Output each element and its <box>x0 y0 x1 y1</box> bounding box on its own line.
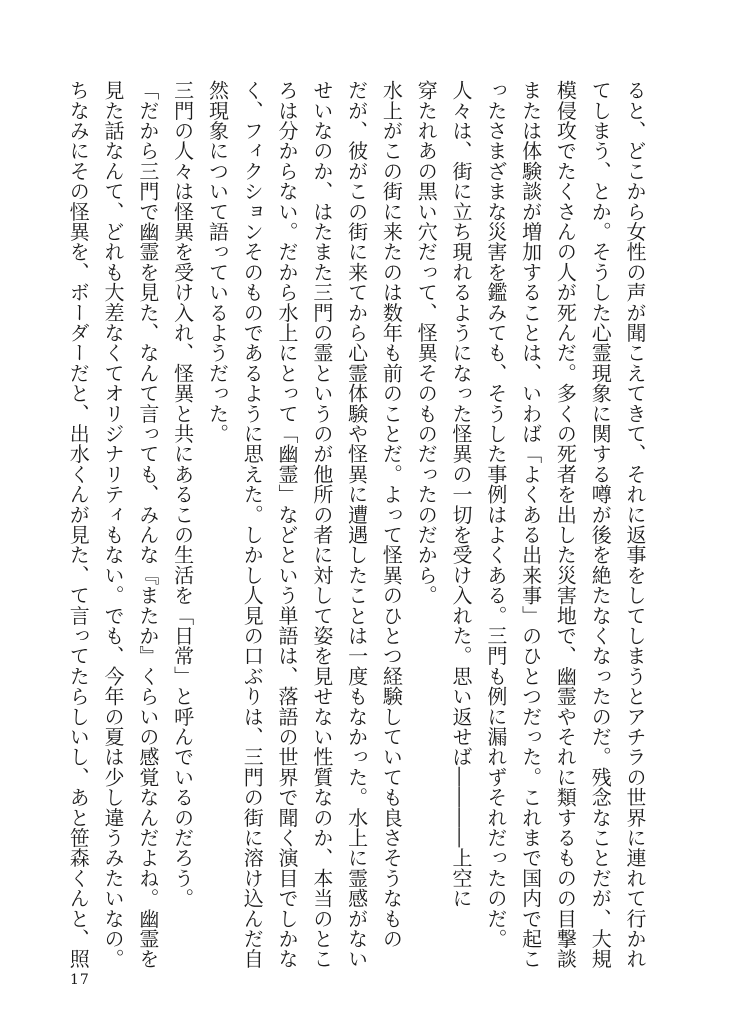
text-line-2: てしまう、とか。そうした心霊現象に関する噂が後を絶たなくなったのだ。残念なことだが、大規 <box>588 80 613 969</box>
text-line-1: ると、どこから女性の声が聞こえてきて、それに返事をしてしまうとアチラの世界に連れて行かれ <box>623 80 647 969</box>
text-line-4: または体験談が増加することは、いわば「よくある出来事」のひとつだった。これまで国内で起こ <box>518 80 543 969</box>
vertical-text-body <box>66 80 652 969</box>
text-line-15: 「だから三門で幽霊を見た、なんて言っても、みんな『またか』くらいの感覚なんだよね。幽霊を <box>135 80 160 969</box>
text-line-8: 水上がこの街に来たのは数年も前のことだ。よって怪異のひとつ経験していても良さそうなもの <box>379 80 404 949</box>
text-line-12: く、フィクションそのものであるように思えた。しかし人見の口ぶりは、三門の街に溶け込んだ自 <box>240 80 265 969</box>
text-line-9: だが、彼がこの街に来てから心霊体験や怪異に遭遇したことは一度もなかった。水上に霊感がない <box>344 80 369 969</box>
text-line-16: 見た話なんて、どれも大差なくてオリジナリティもない。でも、今年の夏は少し違うみたいなの。 <box>101 80 126 969</box>
text-line-11: ろは分からない。だから水上にとって「幽霊」などという単語は、落語の世界で聞く演目でしかな <box>275 80 300 969</box>
text-line-13: 然現象について語っているようだった。 <box>205 80 230 444</box>
text-line-3: 模侵攻でたくさんの人が死んだ。多くの死者を出した災害地で、幽霊やそれに類するものの目撃談 <box>553 80 578 969</box>
text-line-7: 穿たれあの黒い穴だって、怪異そのものだったのだから。 <box>414 80 439 606</box>
text-line-6: 人々は、街に立ち現れるようになった怪異の一切を受け入れた。思い返せば――――上空に <box>449 80 474 909</box>
text-line-10: せいなのか、はたまた三門の霊というのが他所の者に対して姿を見せない性質なのか、本当のとこ <box>309 80 334 969</box>
text-line-14: 三門の人々は怪異を受け入れ、怪異と共にあるこの生活を「日常」と呼んでいるのだろう。 <box>170 80 195 909</box>
text-line-5: ったさまざまな災害を鑑みても、そうした事例はよくある。三門も例に漏れずそれだったのだ。 <box>483 80 508 949</box>
page-number: 17 <box>70 972 90 988</box>
text-line-17: ちなみにその怪異を、ボーダーだと、出水くんが見た、て言ってたらしいし、あと笹森くんと、照 <box>66 80 91 969</box>
